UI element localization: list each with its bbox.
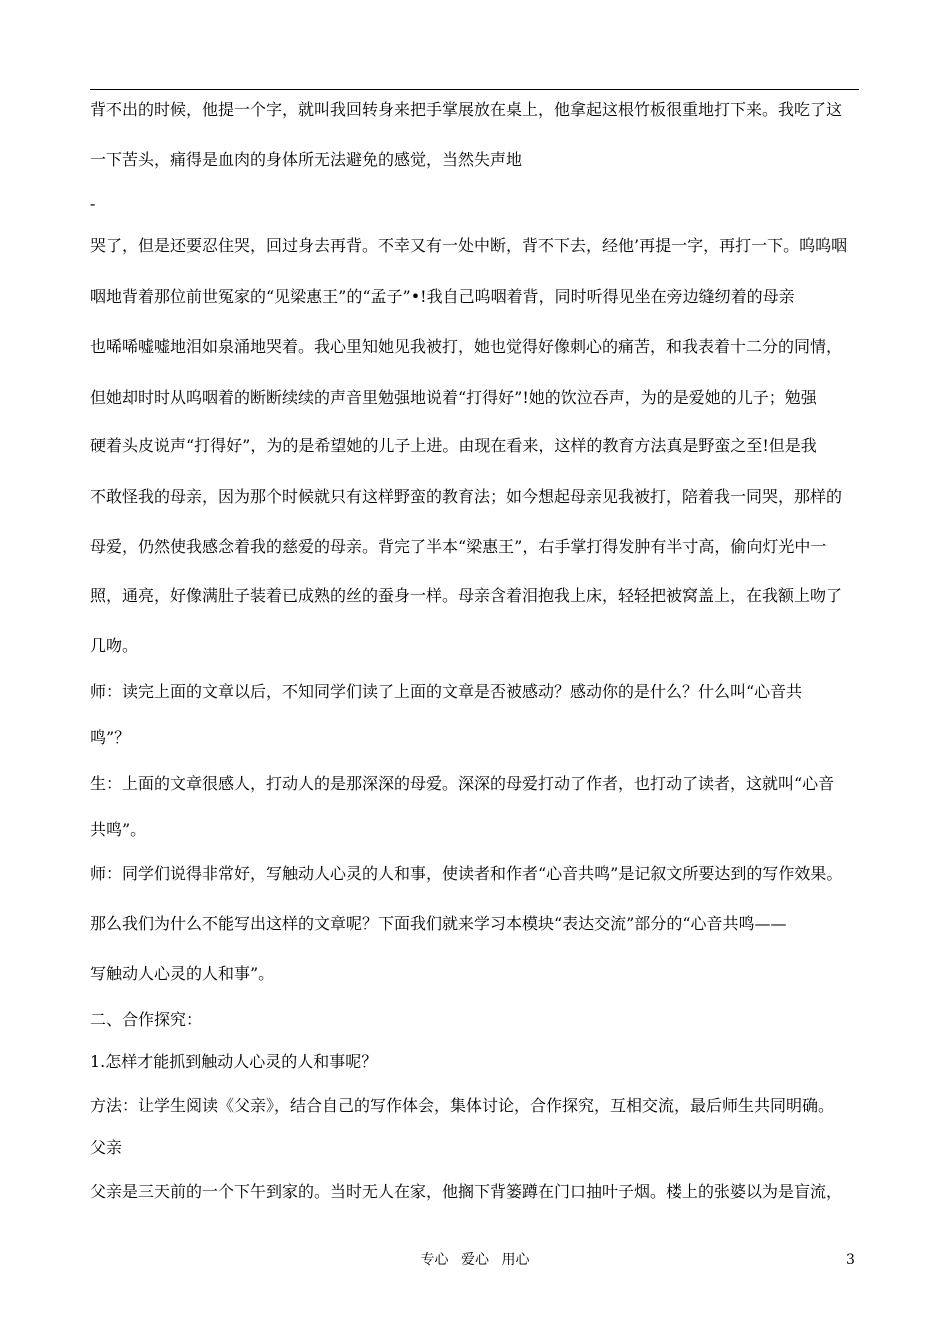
question-heading: 1.怎样才能抓到触动人心灵的人和事呢？: [90, 1052, 378, 1071]
text-line: 也唏唏嘘嘘地泪如泉涌地哭着。我心里知她见我被打，她也觉得好像刺心的痛苦，和我表着十二分的同情，: [90, 337, 843, 356]
text-line: 背不出的时候，他提一个字，就叫我回转身来把手掌展放在桌上，他拿起这根竹板很重地打下来。我吃了这: [90, 100, 843, 119]
article-title: 父亲: [90, 1138, 123, 1157]
page-number: 3: [846, 1252, 855, 1268]
text-line: 母爱，仍然使我感念着我的慈爱的母亲。背完了半本“梁惠王”，右手掌打得发肿有半寸高，偷向灯光中一: [90, 537, 827, 556]
text-line: 咽地背着那位前世冤家的“见梁惠王”的“孟子”•!我自己呜咽着背，同时听得见坐在旁边缝纫着的母亲: [90, 287, 795, 306]
text-line: 不敢怪我的母亲，因为那个时候就只有这样野蛮的教育法；如今想起母亲见我被打，陪着我一同哭，那样的: [90, 487, 843, 506]
text-line: 鸣”？: [90, 728, 131, 747]
text-line: 方法：让学生阅读《父亲》，结合自己的写作体会，集体讨论，合作探究，互相交流，最后师生共同明确。: [90, 1096, 835, 1115]
text-line: 一下苦头，痛得是血肉的身体所无法避免的感觉，当然失声地: [90, 150, 523, 169]
text-line: 师：同学们说得非常好，写触动人心灵的人和事，使读者和作者“心音共鸣”是记叙文所要达到的写作效果。: [90, 864, 843, 883]
text-line: 硬着头皮说声“打得好”，为的是希望她的儿子上进。由现在看来，这样的教育方法真是野蛮之至!但是我: [90, 436, 817, 455]
text-line: 父亲是三天前的一个下午到家的。当时无人在家，他搁下背篓蹲在门口抽叶子烟。楼上的张婆以为是盲流，: [90, 1182, 843, 1201]
text-line: 但她却时时从呜咽着的断断续续的声音里勉强地说着“打得好”!她的饮泣吞声，为的是爱她的儿子；勉强: [90, 388, 817, 407]
text-line: 师：读完上面的文章以后，不知同学们读了上面的文章是否被感动？感动你的是什么？什么叫“心音共: [90, 682, 803, 701]
header-rule: [90, 89, 859, 90]
text-line: 照，通亮，好像满肚子装着已成熟的丝的蚕身一样。母亲含着泪抱我上床，轻轻把被窝盖上，在我额上吻了: [90, 586, 843, 605]
text-line: 几吻。: [90, 636, 139, 655]
section-heading: 二、合作探究：: [90, 1010, 203, 1029]
text-line: 哭了，但是还要忍住哭，回过身去再背。不幸又有一处中断，背不下去，经他’再提一字，再打一下。呜呜咽: [90, 236, 848, 255]
page-footer: 专心 爱心 用心: [420, 1252, 530, 1268]
text-line: 写触动人心灵的人和事”。: [90, 964, 275, 983]
text-line: 那么我们为什么不能写出这样的文章呢？下面我们就来学习本模块“表达交流”部分的“心音共鸣——: [90, 914, 787, 933]
text-line: 共鸣”。: [90, 820, 147, 839]
text-line: 生：上面的文章很感人，打动人的是那深深的母爱。深深的母爱打动了作者，也打动了读者，这就叫“心音: [90, 774, 835, 793]
text-line: -: [90, 194, 96, 213]
